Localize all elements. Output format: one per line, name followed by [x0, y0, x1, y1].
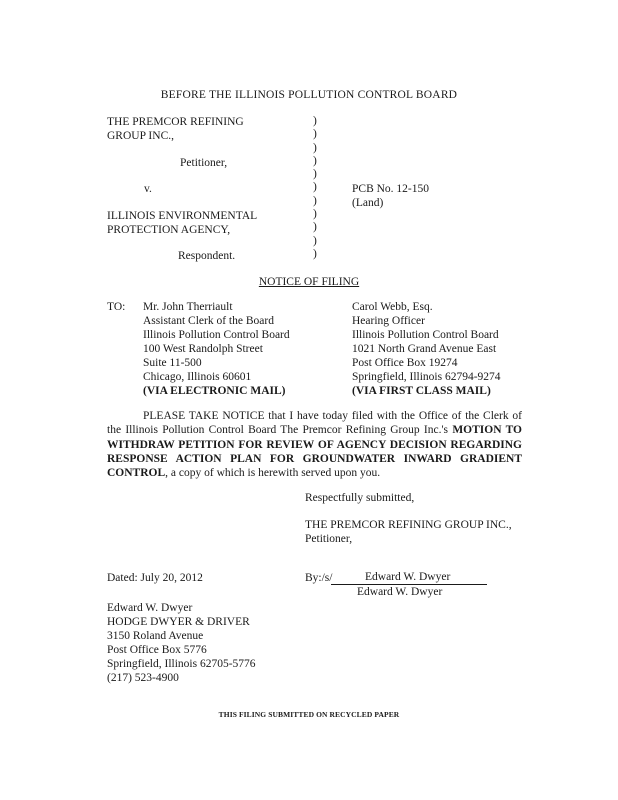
versus: v.	[144, 183, 152, 195]
board-title: BEFORE THE ILLINOIS POLLUTION CONTROL BOARD	[160, 89, 458, 101]
closing: Respectfully submitted,	[305, 492, 415, 504]
recipient-right-line-2: Hearing Officer	[352, 315, 425, 327]
notice-title: NOTICE OF FILING	[258, 276, 360, 288]
paren: )	[313, 208, 317, 221]
recipient-left-line-6: Chicago, Illinois 60601	[143, 371, 252, 383]
case-number: PCB No. 12-150	[352, 183, 429, 195]
recipient-right-line-6: Springfield, Illinois 62794-9274	[352, 371, 501, 383]
respondent-name-line-1: ILLINOIS ENVIRONMENTAL	[107, 210, 258, 222]
electronic-signature: Edward W. Dwyer	[365, 571, 451, 583]
paren: )	[313, 128, 317, 141]
by-label: By:/s/	[305, 572, 333, 584]
recipient-right-line-5: Post Office Box 19274	[352, 357, 458, 369]
attorney-line-2: HODGE DWYER & DRIVER	[107, 616, 250, 628]
paren: )	[313, 247, 317, 260]
respondent-role: Respondent.	[178, 250, 236, 262]
to-label: TO:	[107, 301, 126, 313]
notice-outro: , a copy of which is herewith served upon you.	[165, 467, 381, 480]
attorney-line-3: 3150 Roland Avenue	[107, 630, 204, 642]
paren: )	[313, 168, 317, 181]
recipient-left-line-5: Suite 11-500	[143, 357, 202, 369]
attorney-line-5: Springfield, Illinois 62705-5776	[107, 658, 256, 670]
signer-printed-name: Edward W. Dwyer	[357, 586, 443, 598]
attorney-line-4: Post Office Box 5776	[107, 644, 207, 656]
petitioner-name-line-1: THE PREMCOR REFINING	[107, 116, 244, 128]
signature-company: THE PREMCOR REFINING GROUP INC.,	[305, 519, 512, 531]
motion-title: MOTION TO WITHDRAW PETITION FOR REVIEW OF AGENCY DECISION REGARDING RESPONSE ACTION PLAN FOR GROUNDWATER INWARD GRADIENT CONTROL	[107, 424, 522, 480]
recipient-right-line-4: 1021 North Grand Avenue East	[352, 343, 497, 355]
notice-body	[107, 409, 522, 480]
recipient-left-delivery: (VIA ELECTRONIC MAIL)	[143, 385, 286, 397]
paren: )	[313, 221, 317, 234]
petitioner-role: Petitioner,	[180, 157, 228, 169]
recipient-right-line-3: Illinois Pollution Control Board	[352, 329, 499, 341]
recipient-right-delivery: (VIA FIRST CLASS MAIL)	[352, 385, 491, 397]
caption-divider	[313, 115, 321, 261]
notice-intro: PLEASE TAKE NOTICE that I have today filed with the Office of the Clerk of the Illinois Pollution Control Board The Premcor Refining Group Inc.'s	[107, 410, 522, 437]
paren: )	[313, 154, 317, 167]
respondent-name-line-2: PROTECTION AGENCY,	[107, 224, 231, 236]
signature-role: Petitioner,	[305, 533, 353, 545]
paren: )	[313, 194, 317, 207]
date-line: Dated: July 20, 2012	[107, 572, 203, 584]
recipient-right-line-1: Carol Webb, Esq.	[352, 301, 433, 313]
paren: )	[313, 181, 317, 194]
recipient-left-line-1: Mr. John Therriault	[143, 301, 233, 313]
recipient-left-line-3: Illinois Pollution Control Board	[143, 329, 290, 341]
paren: )	[313, 141, 317, 154]
recipient-left-line-4: 100 West Randolph Street	[143, 343, 263, 355]
petitioner-name-line-2: GROUP INC.,	[107, 130, 174, 142]
attorney-line-6: (217) 523-4900	[107, 672, 179, 684]
case-type: (Land)	[352, 197, 384, 209]
paren: )	[313, 115, 317, 127]
paren: )	[313, 234, 317, 247]
recipient-left-line-2: Assistant Clerk of the Board	[143, 315, 274, 327]
attorney-line-1: Edward W. Dwyer	[107, 602, 193, 614]
recycled-paper-footer: THIS FILING SUBMITTED ON RECYCLED PAPER	[218, 710, 400, 719]
